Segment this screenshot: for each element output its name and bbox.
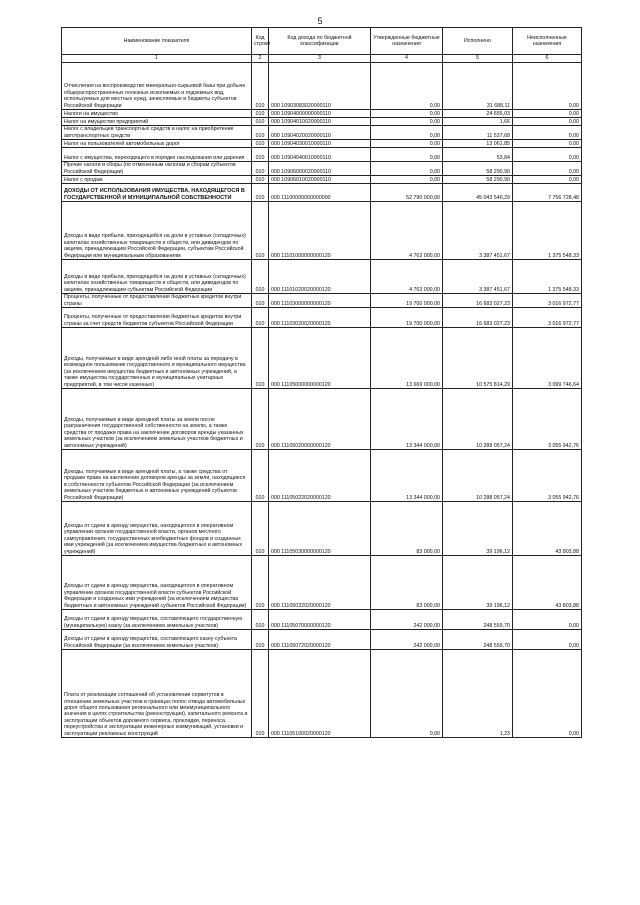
row-name: Проценты, полученные от предоставления бюджетных кредитов внутри страны — [62, 294, 252, 308]
approved-amount: 0,00 — [371, 148, 443, 162]
row-name: Доходы от сдачи в аренду имущества, находящегося в оперативном управлении органов государственной власти, органов местного самоуправления, государственных внебюджетных фондов и созданных ими учреждений (за исключением имущества бюджетных и автономных учреждений) — [62, 502, 252, 556]
table-body — [62, 63, 582, 738]
row-name: Доходы от сдачи в аренду имущества, составляющего государственную (муниципальную) казну (за исключением земельных участков) — [62, 610, 252, 630]
row-code: 010 — [252, 184, 269, 202]
table-row — [62, 450, 582, 502]
budget-code: 000 11105020000000120 — [269, 389, 371, 450]
unexecuted-amount: 0,00 — [513, 126, 582, 140]
table-row — [62, 389, 582, 450]
executed-amount: 1,66 — [443, 118, 513, 126]
row-name: Налог с продаж — [62, 176, 252, 184]
table-row — [62, 184, 582, 202]
row-name: Доходы, получаемые в виде арендной либо иной платы за передачу в возмездное пользование государственного и муниципального имущества (за исключением имущества бюджетных и автономных учреждений, а также имущества государственных и муниципальных унитарных предприятий, в том числе казенных) — [62, 328, 252, 389]
unexecuted-amount: 7 756 728,48 — [513, 184, 582, 202]
header-unexecuted: Неисполненные назначения — [513, 28, 582, 55]
executed-amount: 58 290,90 — [443, 176, 513, 184]
row-name: Доходы, получаемые в виде арендной платы за земли после разграничения государственной собственности на землю, а также средства от продажи права на заключение договоров аренды указанных земельных участков (за исключением земельных участков бюджетных и автономных учреждений) — [62, 389, 252, 450]
row-name: Доходы в виде прибыли, приходящейся на доли в уставных (складочных) капиталах хозяйственных товариществ и обществ, или дивидендов по акциям, принадлежащим Российской Федерации, субъектам Российской Федерации или муниципальным образованиям — [62, 202, 252, 260]
budget-code: 000 11105000000000120 — [269, 328, 371, 389]
unexecuted-amount: 3 055 942,76 — [513, 389, 582, 450]
unexecuted-amount: 0,00 — [513, 140, 582, 148]
table-row — [62, 328, 582, 389]
approved-amount: 19 700 000,00 — [371, 294, 443, 308]
row-name: Налог на имущество предприятий — [62, 118, 252, 126]
page-number: 5 — [317, 16, 323, 26]
table-row — [62, 556, 582, 610]
table-row — [62, 148, 582, 162]
header-budget-code: Код дохода по бюджетной классификации — [269, 28, 371, 55]
table-row — [62, 110, 582, 118]
unexecuted-amount: 1 375 548,33 — [513, 202, 582, 260]
executed-amount: 10 288 057,24 — [443, 389, 513, 450]
approved-amount: 83 000,00 — [371, 502, 443, 556]
approved-amount: 0,00 — [371, 140, 443, 148]
approved-amount: 0,00 — [371, 63, 443, 110]
row-code: 010 — [252, 148, 269, 162]
row-code: 010 — [252, 650, 269, 738]
column-number: 5 — [443, 55, 513, 63]
row-name: Налоги на имущество — [62, 110, 252, 118]
row-code: 010 — [252, 630, 269, 650]
table-row — [62, 650, 582, 738]
budget-code: 000 11105032020000120 — [269, 556, 371, 610]
budget-code: 000 10904020020000110 — [269, 126, 371, 140]
executed-amount: 16 683 027,23 — [443, 308, 513, 328]
table-row — [62, 294, 582, 308]
budget-code: 000 11101020020000120 — [269, 260, 371, 294]
row-code: 010 — [252, 260, 269, 294]
row-name: Плата от реализации соглашений об установлении сервитутов в отношении земельных участков в границах полос отвода автомобильных дорог общего пользования регионального или межмуниципального значения в целях строительства (реконструкции), капитального ремонта и эксплуатации объектов дорожного сервиса, прокладки, переноса, переустройства и эксплуатации инженерных коммуникаций, установки и эксплуатации рекламных конструкций — [62, 650, 252, 738]
row-name: Доходы от сдачи в аренду имущества, находящегося в оперативном управлении органов государственной власти субъектов Российской Федерации и созданных ими учреждений (за исключением имущества бюджетных и автономных учреждений субъектов Российской Федерации) — [62, 556, 252, 610]
approved-amount: 0,00 — [371, 110, 443, 118]
unexecuted-amount: 3 099 746,64 — [513, 328, 582, 389]
header-name: Наименование показателя — [62, 28, 252, 55]
table-row — [62, 260, 582, 294]
unexecuted-amount: 3 016 972,77 — [513, 308, 582, 328]
approved-amount: 0,00 — [371, 118, 443, 126]
table-row — [62, 63, 582, 110]
budget-code: 000 11100000000000000 — [269, 184, 371, 202]
header-row-code: Код строки — [252, 28, 269, 55]
row-code: 010 — [252, 556, 269, 610]
column-number: 1 — [62, 55, 252, 63]
unexecuted-amount: 0,00 — [513, 118, 582, 126]
budget-code: 000 10904010020000110 — [269, 118, 371, 126]
unexecuted-amount: 1 375 548,33 — [513, 260, 582, 294]
unexecuted-amount: 0,00 — [513, 630, 582, 650]
executed-amount: 3 387 451,67 — [443, 202, 513, 260]
table-row — [62, 630, 582, 650]
executed-amount: 1,23 — [443, 650, 513, 738]
budget-code: 000 11103020020000120 — [269, 308, 371, 328]
row-name: Доходы, получаемые в виде арендной платы, а также средства от продажи права на заключение договоров аренды за земли, находящиеся в собственности субъектов Российской Федерации (за исключением земельных участков бюджетных и автономных учреждений субъектов Российской Федерации) — [62, 450, 252, 502]
executed-amount: 10 575 814,29 — [443, 328, 513, 389]
budget-code: 000 11105072020000120 — [269, 630, 371, 650]
column-number-row — [62, 55, 582, 63]
budget-code: 000 11105030000000120 — [269, 502, 371, 556]
budget-code: 000 11101000000000120 — [269, 202, 371, 260]
executed-amount: 39 196,12 — [443, 556, 513, 610]
unexecuted-amount: 0,00 — [513, 148, 582, 162]
unexecuted-amount: 0,00 — [513, 162, 582, 176]
table-row — [62, 126, 582, 140]
unexecuted-amount: 43 803,88 — [513, 502, 582, 556]
row-code: 010 — [252, 110, 269, 118]
executed-amount: 39 196,12 — [443, 502, 513, 556]
executed-amount: 16 683 027,23 — [443, 294, 513, 308]
executed-amount: 248 559,70 — [443, 610, 513, 630]
unexecuted-amount: 3 055 942,76 — [513, 450, 582, 502]
row-code: 010 — [252, 63, 269, 110]
budget-code: 000 10904030010000110 — [269, 140, 371, 148]
unexecuted-amount: 0,00 — [513, 63, 582, 110]
executed-amount: 13 061,85 — [443, 140, 513, 148]
budget-code: 000 10906010020000110 — [269, 176, 371, 184]
approved-amount: 4 763 000,00 — [371, 202, 443, 260]
row-name: Отчисления на воспроизводство минерально-сырьевой базы при добыче общераспространенных полезных ископаемых и подземных вод, используемых для местных нужд, зачисляемые в бюджеты субъектов Российской Федерации — [62, 63, 252, 110]
row-name: Прочие налоги и сборы (по отмененным налогам и сборам субъектов Российской Федерации) — [62, 162, 252, 176]
table-row — [62, 502, 582, 556]
row-code: 010 — [252, 118, 269, 126]
row-code: 010 — [252, 126, 269, 140]
executed-amount: 248 559,70 — [443, 630, 513, 650]
table-row — [62, 202, 582, 260]
table-row — [62, 308, 582, 328]
approved-amount: 13 344 000,00 — [371, 389, 443, 450]
row-code: 010 — [252, 450, 269, 502]
approved-amount: 4 763 000,00 — [371, 260, 443, 294]
column-number: 6 — [513, 55, 582, 63]
unexecuted-amount: 0,00 — [513, 610, 582, 630]
row-name: ДОХОДЫ ОТ ИСПОЛЬЗОВАНИЯ ИМУЩЕСТВА, НАХОДЯЩЕГОСЯ В ГОСУДАРСТВЕННОЙ И МУНИЦИПАЛЬНОЙ СОБСТВЕННОСТИ — [62, 184, 252, 202]
executed-amount: 53,84 — [443, 148, 513, 162]
executed-amount: 3 387 451,67 — [443, 260, 513, 294]
row-code: 010 — [252, 610, 269, 630]
row-code: 010 — [252, 202, 269, 260]
executed-amount: 11 537,68 — [443, 126, 513, 140]
row-name: Доходы от сдачи в аренду имущества, составляющего казну субъекта Российской Федерации (за исключением земельных участков) — [62, 630, 252, 650]
executed-amount: 24 655,03 — [443, 110, 513, 118]
approved-amount: 52 790 000,00 — [371, 184, 443, 202]
table-row — [62, 610, 582, 630]
row-code: 010 — [252, 328, 269, 389]
approved-amount: 83 000,00 — [371, 556, 443, 610]
unexecuted-amount: 0,00 — [513, 110, 582, 118]
row-name: Налог с имущества, переходящего в порядке наследования или дарения — [62, 148, 252, 162]
approved-amount: 19 700 000,00 — [371, 308, 443, 328]
approved-amount: 0,00 — [371, 162, 443, 176]
unexecuted-amount: 43 803,88 — [513, 556, 582, 610]
executed-amount: 45 043 546,29 — [443, 184, 513, 202]
budget-code: 000 10906000020000110 — [269, 162, 371, 176]
approved-amount: 13 669 000,00 — [371, 328, 443, 389]
unexecuted-amount: 3 016 972,77 — [513, 294, 582, 308]
budget-code: 000 10904040010000110 — [269, 148, 371, 162]
budget-code: 000 11105100020000120 — [269, 650, 371, 738]
budget-code: 000 10904000000000110 — [269, 110, 371, 118]
budget-code: 000 11105022020000120 — [269, 450, 371, 502]
table-row — [62, 176, 582, 184]
budget-report-table — [61, 27, 582, 738]
budget-code: 000 11103000000000120 — [269, 294, 371, 308]
approved-amount: 0,00 — [371, 176, 443, 184]
header-executed: Исполнено — [443, 28, 513, 55]
row-name: Доходы в виде прибыли, приходящейся на доли в уставных (складочных) капиталах хозяйственных товариществ и обществ, или дивидендов по акциям, принадлежащим субъектам Российской Федерации — [62, 260, 252, 294]
budget-code: 000 11105070000000120 — [269, 610, 371, 630]
row-name: Налог на пользователей автомобильных дорог — [62, 140, 252, 148]
executed-amount: 58 290,90 — [443, 162, 513, 176]
table-row — [62, 118, 582, 126]
approved-amount: 0,00 — [371, 650, 443, 738]
unexecuted-amount: 0,00 — [513, 650, 582, 738]
table-row — [62, 162, 582, 176]
column-number: 3 — [269, 55, 371, 63]
row-code: 010 — [252, 389, 269, 450]
executed-amount: 31 688,11 — [443, 63, 513, 110]
approved-amount: 242 000,00 — [371, 610, 443, 630]
approved-amount: 242 000,00 — [371, 630, 443, 650]
executed-amount: 10 288 057,24 — [443, 450, 513, 502]
row-code: 010 — [252, 308, 269, 328]
row-code: 010 — [252, 162, 269, 176]
row-code: 010 — [252, 140, 269, 148]
header-row — [62, 28, 582, 55]
row-code: 010 — [252, 294, 269, 308]
budget-code: 000 10903083020000110 — [269, 63, 371, 110]
row-code: 010 — [252, 502, 269, 556]
row-name: Налог с владельцев транспортных средств и налог на приобретение автотранспортных средств — [62, 126, 252, 140]
table-row — [62, 140, 582, 148]
approved-amount: 0,00 — [371, 126, 443, 140]
row-code: 010 — [252, 176, 269, 184]
approved-amount: 13 344 000,00 — [371, 450, 443, 502]
header-approved: Утвержденные бюджетные назначения — [371, 28, 443, 55]
column-number: 2 — [252, 55, 269, 63]
row-name: Проценты, полученные от предоставления бюджетных кредитов внутри страны за счет средств бюджетов субъектов Российской Федерации — [62, 308, 252, 328]
unexecuted-amount: 0,00 — [513, 176, 582, 184]
column-number: 4 — [371, 55, 443, 63]
